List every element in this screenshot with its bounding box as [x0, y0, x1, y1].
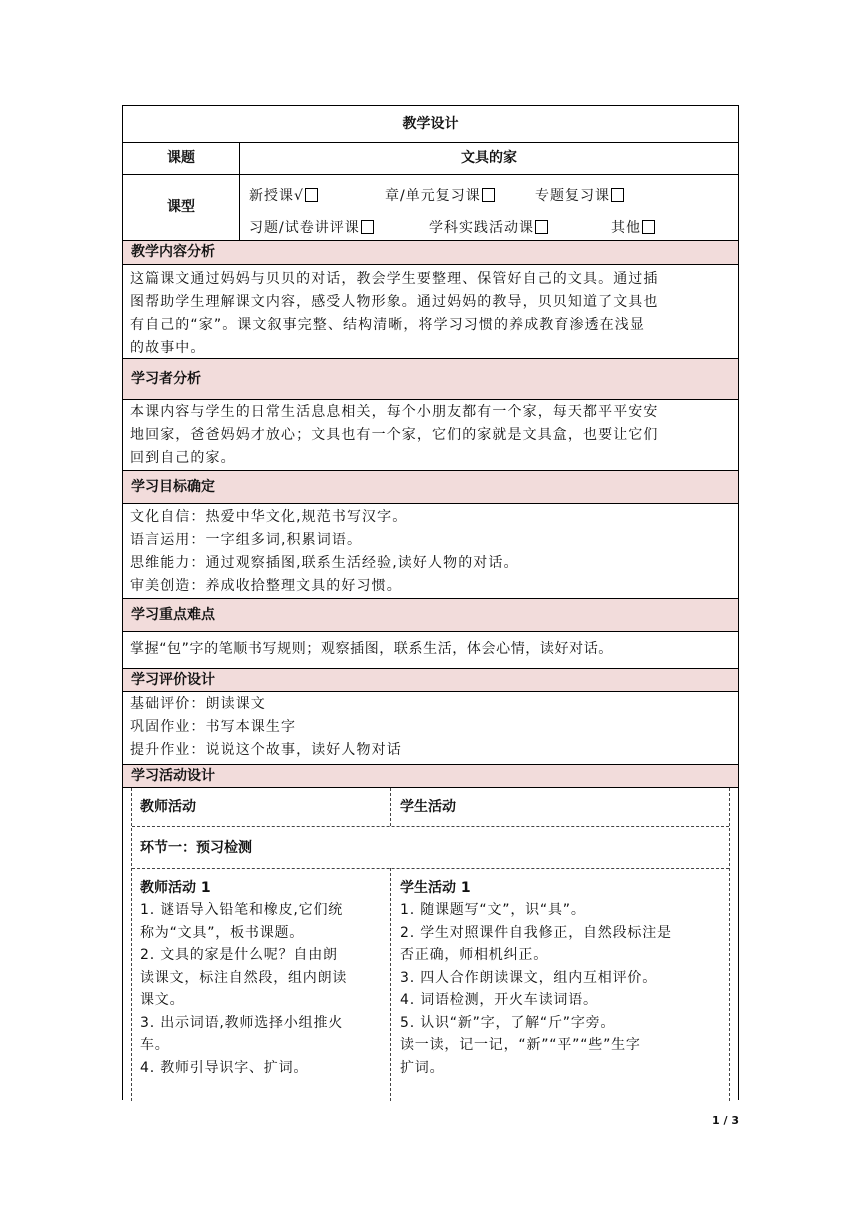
content-analysis-heading: 教学内容分析: [123, 241, 738, 264]
student-column-header: 学生活动: [400, 799, 456, 815]
checkbox-icon: [642, 220, 655, 234]
topic-value: 文具的家: [461, 150, 517, 166]
activities-table: [131, 788, 730, 1101]
topic-label: 课题: [167, 150, 195, 166]
option-unit-review: 章/单元复习课: [385, 185, 495, 205]
checkbox-icon: [535, 220, 548, 234]
lesson-type-label: 课型: [167, 199, 195, 215]
checkbox-icon: [482, 188, 495, 202]
page-number: 1 / 3: [712, 1114, 739, 1127]
objectives-body: 文化自信：热爱中华文化,规范书写汉字。 语言运用：一字组多词,积累词语。 思维能力：通过观察插图,联系生活经验,读好人物的对话。 审美创造：养成收拾整理文具的好习惯。: [130, 509, 519, 594]
option-exercise-review: 习题/试卷讲评课: [249, 217, 374, 237]
student-activity-list: 1. 随课题写“文”，识“具”。 2. 学生对照课件自我修正，自然段标注是 否正确，师相机纠正。 3. 四人合作朗读课文，组内互相评价。 4. 词语检测，开火车读词语。 5. 认识“新”字，了解“斤”字旁。 读一读，记一记，“新”“平”“些”生字 扩词。: [400, 902, 672, 1076]
student-activity-title: 学生活动 1: [400, 880, 471, 896]
option-new-lesson: 新授课√: [249, 185, 318, 205]
stage-title: 环节一：预习检测: [140, 840, 252, 856]
table-title: 教学设计: [402, 116, 459, 132]
teacher-column-header: 教师活动: [140, 799, 196, 815]
key-points-heading: 学习重点难点: [123, 599, 738, 631]
evaluation-heading: 学习评价设计: [123, 669, 738, 691]
content-analysis-body: 这篇课文通过妈妈与贝贝的对话，教会学生要整理、保管好自己的文具。通过插 图帮助学生理解课文内容，感受人物形象。通过妈妈的教导，贝贝知道了文具也 有自己的“家”。课文叙事完整、结构清晰，将学习习惯的养成教育渗透在浅显 的故事中。: [130, 271, 659, 356]
option-topic-review: 专题复习课: [535, 185, 624, 205]
teacher-activity-title: 教师活动 1: [140, 880, 211, 896]
teacher-activity-list: 1. 谜语导入铅笔和橡皮,它们统 称为“文具”，板书课题。 2. 文具的家是什么呢？自由朗 读课文，标注自然段，组内朗读 课文。 3. 出示词语,教师选择小组推火 车。 4. 教师引导识字、扩词。: [140, 902, 348, 1076]
lesson-plan-table: [122, 105, 739, 1100]
evaluation-body: 基础评价：朗读课文 巩固作业：书写本课生字 提升作业：说说这个故事，读好人物对话: [130, 696, 402, 758]
key-points-body: 掌握“包”字的笔顺书写规则；观察插图，联系生活，体会心情，读好对话。: [130, 641, 613, 657]
option-practice: 学科实践活动课: [429, 217, 548, 237]
option-other: 其他: [611, 217, 655, 237]
checkbox-icon: [361, 220, 374, 234]
learner-analysis-body: 本课内容与学生的日常生活息息相关，每个小朋友都有一个家，每天都平平安安 地回家，爸爸妈妈才放心；文具也有一个家，它们的家就是文具盒，也要让它们 回到自己的家。: [130, 404, 659, 466]
objectives-heading: 学习目标确定: [123, 471, 738, 503]
activities-heading: 学习活动设计: [123, 765, 738, 787]
checkbox-icon: [305, 188, 318, 202]
learner-analysis-heading: 学习者分析: [123, 359, 738, 399]
checkbox-icon: [611, 188, 624, 202]
